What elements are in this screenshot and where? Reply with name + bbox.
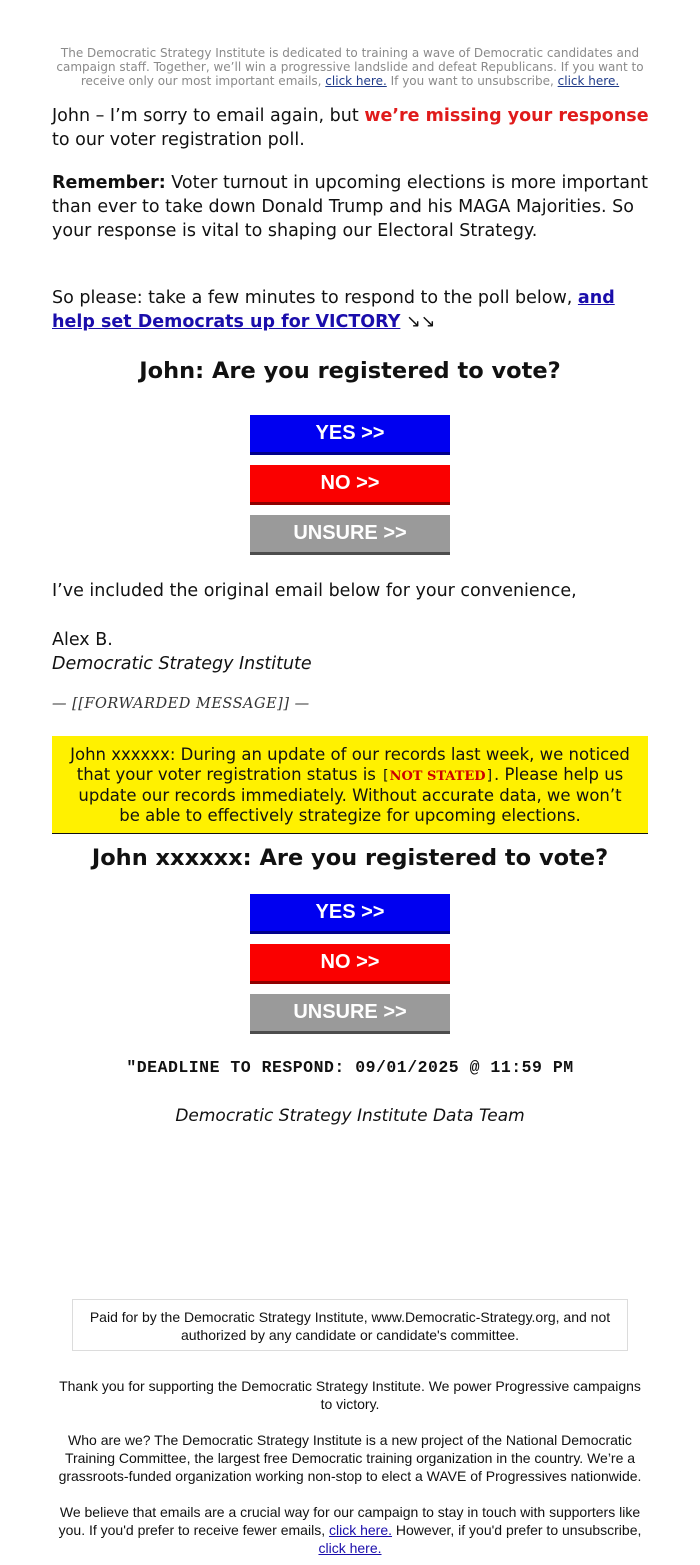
signature-name: Alex B. xyxy=(52,630,113,650)
poll-question: John: Are you registered to vote? xyxy=(139,358,561,384)
unsure-button-2[interactable]: UNSURE >> xyxy=(250,994,450,1034)
arrow-down-right-icon: ↘↘ xyxy=(405,312,436,332)
remember-text: Voter turnout in upcoming elections is more important than ever to take down Donald Trump and his MAGA Majorities. So your response is vital to shaping our Electoral Strategy. xyxy=(52,173,648,241)
remember-label: Remember: xyxy=(52,173,166,193)
intro-paragraph-2 xyxy=(52,171,652,243)
notice-text-after: . Please help us update our records immediately. Without accurate data, we won’t be able to effectively strategize for upcoming elections. xyxy=(78,764,624,825)
footer-who-are-we: Who are we? The Democratic Strategy Institute is a new project of the National Democratic Training Committee, the largest free Democratic training organization in the country. We’re a grassroots-funded organization working non-stop to elect a WAVE of Progressives nationwide. xyxy=(58,1432,642,1484)
intro-text: John – I’m sorry to email again, but xyxy=(52,106,359,126)
convenience-note: I’ve included the original email below for your convenience, xyxy=(52,581,577,601)
fewer-emails-link[interactable]: click here. xyxy=(328,1522,393,1538)
email-preferences-text-middle: However, if you'd prefer to unsubscribe, xyxy=(395,1522,642,1538)
unsure-button[interactable]: UNSURE >> xyxy=(250,515,450,555)
registration-notice xyxy=(52,736,648,834)
status-bracket-close: ] xyxy=(485,767,495,784)
status-bracket-open: [ xyxy=(381,767,390,784)
intro-text-end: to our voter registration poll. xyxy=(52,130,305,150)
poll-question-2: John xxxxxx: Are you registered to vote? xyxy=(91,845,609,871)
footer-thanks: Thank you for supporting the Democratic Strategy Institute. We power Progressive campaigns to victory. xyxy=(59,1378,641,1412)
data-team-signature: Democratic Strategy Institute Data Team xyxy=(175,1106,525,1126)
paid-for-disclaimer: Paid for by the Democratic Strategy Institute, www.Democratic-Strategy.org, and not authorized by any candidate or candidate's committee. xyxy=(72,1299,628,1351)
preheader xyxy=(52,46,648,88)
missing-response-text: we’re missing your response xyxy=(364,106,649,126)
preheader-text-middle: If you want to unsubscribe, xyxy=(390,74,554,88)
deadline-text: "DEADLINE TO RESPOND: 09/01/2025 @ 11:59 PM xyxy=(126,1058,574,1077)
no-button[interactable]: NO >> xyxy=(250,465,450,505)
preheader-text: The Democratic Strategy Institute is dedicated to training a wave of Democratic candidates and campaign staff. Together, we’ll win a progressive landslide and defeat Republicans. If you want to receive only our most important emails, xyxy=(56,46,644,88)
forwarded-message-label: — [[FORWARDED MESSAGE]] — xyxy=(52,696,310,712)
status-badge: NOT STATED xyxy=(389,768,486,784)
respond-text: So please: take a few minutes to respond to the poll below, xyxy=(52,288,573,308)
footer-email-preferences xyxy=(52,1503,648,1557)
victory-link[interactable]: and help set Democrats up for VICTORY xyxy=(52,288,615,332)
important-emails-link[interactable]: click here. xyxy=(325,74,387,88)
intro-paragraph-3 xyxy=(52,286,652,334)
no-button-2[interactable]: NO >> xyxy=(250,944,450,984)
unsubscribe-link[interactable]: click here. xyxy=(557,74,620,88)
yes-button-2[interactable]: YES >> xyxy=(250,894,450,934)
intro-paragraph-1 xyxy=(52,104,652,152)
email-preferences-text: We believe that emails are a crucial way for our campaign to stay in touch with supporters like you. If you'd prefer to receive fewer emails, xyxy=(58,1504,641,1538)
notice-text: John xxxxxx: During an update of our records last week, we noticed that your voter registration status is xyxy=(70,745,630,784)
yes-button[interactable]: YES >> xyxy=(250,415,450,455)
signature-org: Democratic Strategy Institute xyxy=(52,654,312,674)
footer-unsubscribe-link[interactable]: click here. xyxy=(318,1540,382,1556)
